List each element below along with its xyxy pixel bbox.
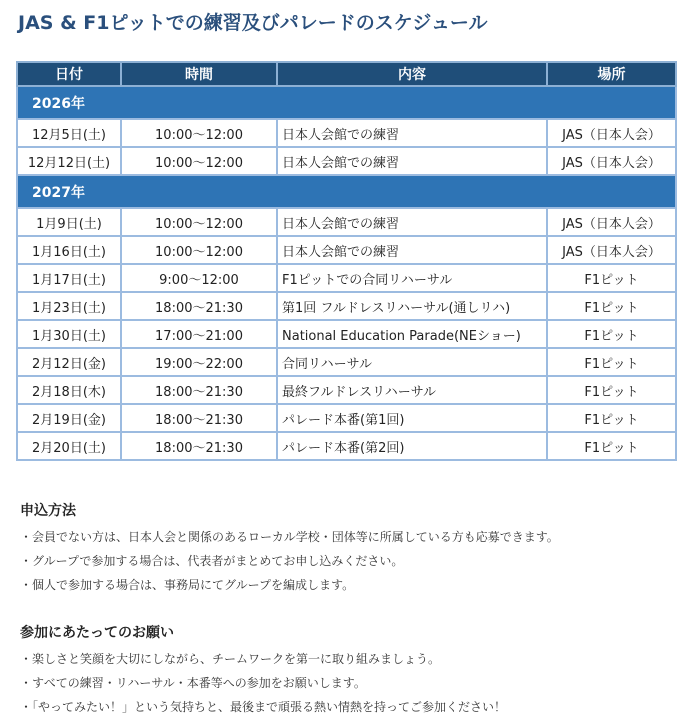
cell-time: 18:00～21:30 [121,404,277,432]
cell-time: 18:00～21:30 [121,292,277,320]
cell-place: F1ピット [547,292,676,320]
cell-content: 合同リハーサル [277,348,547,376]
cell-content: 最終フルドレスリハーサル [277,376,547,404]
cell-time: 17:00～21:00 [121,320,277,348]
header-content: 内容 [277,62,547,86]
list-item: ・個人で参加する場合は、事務局にてグループを編成します。 [20,578,355,592]
cell-place: JAS（日本人会） [547,147,676,175]
cell-place: F1ピット [547,432,676,460]
cell-place: F1ピット [547,348,676,376]
application-heading: 申込方法 [20,503,76,519]
requests-section [20,622,506,719]
year-row-2026 [17,86,676,119]
year-label: 2027年 [17,175,676,208]
cell-date: 1月23日(土) [17,292,121,320]
table-row [17,292,676,320]
cell-time: 18:00～21:30 [121,376,277,404]
cell-time: 10:00～12:00 [121,119,277,147]
cell-place: JAS（日本人会） [547,208,676,236]
cell-date: 1月30日(土) [17,320,121,348]
cell-date: 1月17日(土) [17,264,121,292]
header-time: 時間 [121,62,277,86]
cell-date: 12月12日(土) [17,147,121,175]
table-row [17,320,676,348]
cell-date: 12月5日(土) [17,119,121,147]
cell-date: 2月19日(金) [17,404,121,432]
cell-content: 日本人会館での練習 [277,147,547,175]
cell-content: パレード本番(第2回) [277,432,547,460]
schedule-table [16,61,677,461]
table-row [17,432,676,460]
list-item: ・グループで参加する場合は、代表者がまとめてお申し込みください。 [20,554,404,568]
application-section [20,500,559,597]
cell-date: 1月16日(土) [17,236,121,264]
cell-place: F1ピット [547,376,676,404]
table-row [17,404,676,432]
header-place: 場所 [547,62,676,86]
requests-heading: 参加にあたってのお願い [20,625,174,641]
cell-date: 2月18日(木) [17,376,121,404]
year-row-2027 [17,175,676,208]
year-label: 2026年 [17,86,676,119]
cell-content: 日本人会館での練習 [277,208,547,236]
cell-content: 日本人会館での練習 [277,119,547,147]
table-row [17,119,676,147]
cell-place: F1ピット [547,404,676,432]
cell-date: 1月9日(土) [17,208,121,236]
cell-time: 19:00～22:00 [121,348,277,376]
table-row [17,147,676,175]
table-row [17,348,676,376]
cell-time: 10:00～12:00 [121,208,277,236]
list-item: ・すべての練習・リハーサル・本番等への参加をお願いします。 [20,676,366,690]
table-header-row [17,62,676,86]
header-date: 日付 [17,62,121,86]
table-row [17,208,676,236]
table-row [17,376,676,404]
cell-place: JAS（日本人会） [547,119,676,147]
cell-time: 18:00～21:30 [121,432,277,460]
table-row [17,264,676,292]
list-item: ・楽しさと笑顔を大切にしながら、チームワークを第一に取り組みましょう。 [20,652,441,666]
cell-date: 2月20日(土) [17,432,121,460]
page-title: JAS & F1ピットでの練習及びパレードのスケジュール [18,12,488,34]
cell-content: F1ピットでの合同リハーサル [277,264,547,292]
cell-time: 10:00～12:00 [121,147,277,175]
cell-time: 9:00～12:00 [121,264,277,292]
cell-content: パレード本番(第1回) [277,404,547,432]
cell-place: JAS（日本人会） [547,236,676,264]
cell-time: 10:00～12:00 [121,236,277,264]
list-item: ・「やってみたい！」という気持ちと、最後まで頑張る熱い情熱を持ってご参加ください！ [20,700,507,714]
list-item: ・会員でない方は、日本人会と関係のあるローカル学校・団体等に所属している方も応募できます。 [20,530,559,544]
cell-place: F1ピット [547,320,676,348]
table-row [17,236,676,264]
cell-content: 第1回 フルドレスリハーサル(通しリハ) [277,292,547,320]
cell-content: 日本人会館での練習 [277,236,547,264]
cell-place: F1ピット [547,264,676,292]
cell-date: 2月12日(金) [17,348,121,376]
cell-content: National Education Parade(NEショー) [277,320,547,348]
